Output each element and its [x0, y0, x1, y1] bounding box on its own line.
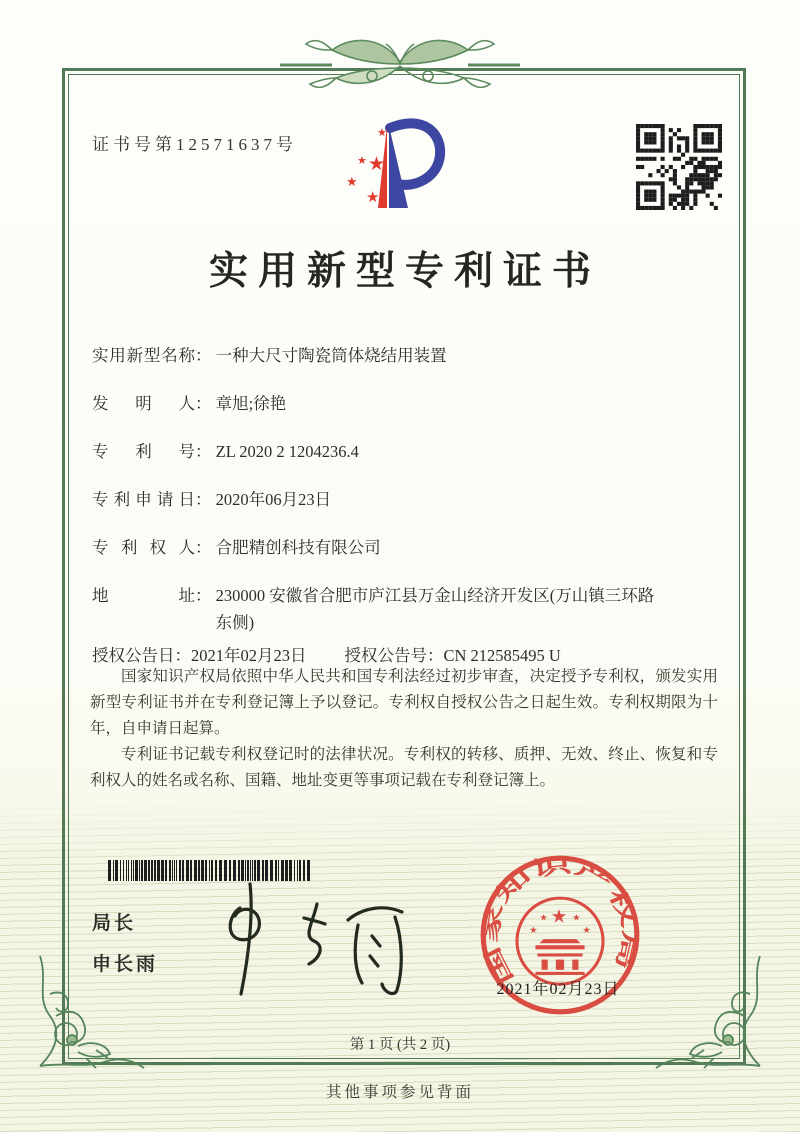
field-value: 230000 安徽省合肥市庐江县万金山经济开发区(万山镇三环路东侧) — [215, 586, 655, 632]
legal-paragraphs — [90, 664, 718, 794]
cnipa-logo-icon — [328, 108, 478, 233]
colon: ： — [195, 442, 212, 461]
field-value: 章旭;徐艳 — [215, 394, 287, 413]
grant-number-value: CN 212585495 U — [443, 646, 561, 665]
field-row-address — [92, 582, 672, 636]
field-row-name — [92, 342, 672, 369]
qr-code-icon — [636, 124, 722, 210]
paragraph: 专利证书记载专利权登记时的法律状况。专利权的转移、质押、无效、终止、恢复和专利权人的姓名或名称、国籍、地址变更等事项记载在专利登记簿上。 — [90, 746, 718, 789]
certificate-title: 实用新型专利证书 — [208, 250, 601, 293]
svg-text:★: ★ — [377, 126, 387, 139]
field-label: 实用新型名称 — [92, 346, 195, 365]
svg-text:★: ★ — [539, 912, 548, 924]
svg-text:★: ★ — [572, 912, 581, 924]
field-row-patentee — [92, 534, 672, 561]
colon: ： — [195, 586, 212, 605]
field-row-filing-date — [92, 486, 672, 513]
signer-name: 申长雨 — [92, 954, 159, 975]
svg-text:★: ★ — [550, 906, 568, 928]
colon: ： — [195, 490, 212, 509]
paragraph: 国家知识产权局依照中华人民共和国专利法经过初步审查，决定授予专利权，颁发实用新型专利证书并在专利登记簿上予以登记。专利权自授权公告之日起生效。专利权期限为十年，自申请日起算。 — [90, 668, 718, 737]
field-label: 发明人 — [92, 394, 195, 413]
field-value: ZL 2020 2 1204236.4 — [215, 442, 359, 461]
grant-number-label: 授权公告号 — [344, 646, 427, 665]
grant-date-label: 授权公告日 — [92, 646, 175, 665]
colon: ： — [195, 346, 212, 365]
svg-text:★: ★ — [368, 153, 386, 175]
svg-text:★: ★ — [366, 188, 380, 206]
field-label: 专利权人 — [92, 538, 195, 557]
seal-date: 2021年02月23日 — [496, 981, 620, 998]
field-value: 合肥精创科技有限公司 — [215, 538, 381, 557]
footer-note: 其他事项参见背面 — [325, 1084, 474, 1101]
signature-icon — [212, 878, 422, 1003]
signer-title: 局长 — [92, 913, 137, 934]
grant-date-value: 2021年02月23日 — [191, 646, 307, 665]
svg-text:★: ★ — [582, 924, 591, 936]
field-value: 一种大尺寸陶瓷筒体烧结用装置 — [215, 346, 447, 365]
field-list — [92, 342, 672, 669]
field-value: 2020年06月23日 — [215, 490, 332, 509]
field-label: 专利申请日 — [92, 490, 195, 509]
field-row-patent-number — [92, 438, 672, 465]
colon: ： — [195, 394, 212, 413]
seal-ring-text: 国家知识产权局 — [479, 856, 641, 988]
colon: ： — [174, 646, 191, 665]
signer-block — [92, 908, 158, 976]
field-label: 专利号 — [92, 442, 195, 461]
page-number: 第 1 页 (共 2 页) — [349, 1037, 451, 1053]
svg-text:★: ★ — [346, 175, 358, 190]
svg-text:★: ★ — [529, 924, 538, 936]
colon: ： — [427, 646, 444, 665]
svg-text:★: ★ — [357, 154, 367, 167]
field-row-inventor — [92, 390, 672, 417]
colon: ： — [195, 538, 212, 557]
certificate-number: 证书号第12571637号 — [92, 135, 297, 154]
field-label: 地址 — [92, 586, 195, 605]
